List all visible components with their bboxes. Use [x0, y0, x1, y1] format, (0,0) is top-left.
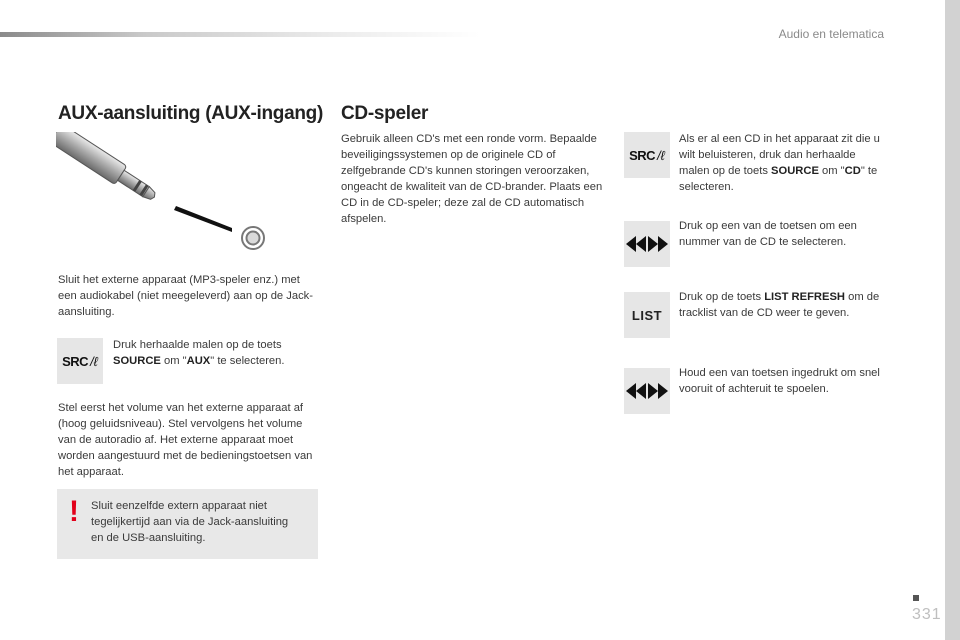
- page-number: 331: [912, 606, 942, 623]
- src-button-icon: SRC /ℓ: [57, 338, 103, 384]
- aux-select-step: Druk herhaalde malen op de toets SOURCE om "AUX" te selecteren.: [113, 339, 285, 367]
- cd-select-step: Als er al een CD in het apparaat zit die u wilt beluisteren, druk dan herhaalde malen op de toets SOURCE om "CD" te selecteren.: [679, 133, 880, 193]
- cd-seek-step: Houd een van toetsen ingedrukt om snel vooruit of achteruit te spoelen.: [679, 367, 880, 395]
- list-button-icon: LIST: [624, 292, 670, 338]
- aux-volume-paragraph: Stel eerst het volume van het externe apparaat af (hoog geluidsniveau). Stel vervolgens het volume van de autoradio af. Het externe apparaat moet worden aangestuurd met de bedieningstoetsen van het apparaat.: [58, 402, 313, 478]
- warning-text: Sluit eenzelfde extern apparaat niet tegelijkertijd aan via de Jack-aansluiting en de USB-aansluiting.: [91, 500, 289, 544]
- page-marker: [913, 595, 919, 601]
- jack-plug-illustration-icon: [56, 132, 276, 252]
- warning-box: [57, 489, 318, 559]
- header-gradient-bar: [0, 32, 480, 37]
- cd-heading: CD-speler: [341, 103, 429, 124]
- aux-connect-paragraph: Sluit het externe apparaat (MP3-speler enz.) met een audiokabel (niet meegeleverd) aan op de Jack-aansluiting.: [58, 274, 313, 318]
- aux-heading: AUX-aansluiting (AUX-ingang): [58, 103, 323, 124]
- fast-forward-rewind-icon: [624, 368, 670, 414]
- cd-list-step: Druk op de toets LIST REFRESH om de tracklist van de CD weer te geven.: [679, 291, 880, 319]
- section-title: Audio en telematica: [778, 27, 884, 41]
- src-button-icon: SRC /ℓ: [624, 132, 670, 178]
- cd-intro-paragraph: Gebruik alleen CD's met een ronde vorm. Bepaalde beveiligingssystemen op de originele CD of zelfgebrande CD's kunnen storingen veroorzaken, ongeacht de kwaliteit van de CD-brander. Plaats een CD in de CD-speler; deze zal de CD automatisch afspelen.: [341, 133, 603, 225]
- prev-next-buttons-icon: [624, 221, 670, 267]
- warning-icon: !: [69, 495, 79, 528]
- cd-track-step: Druk op een van de toetsen om een nummer van de CD te selecteren.: [679, 220, 857, 248]
- page-edge-bar: [945, 0, 960, 640]
